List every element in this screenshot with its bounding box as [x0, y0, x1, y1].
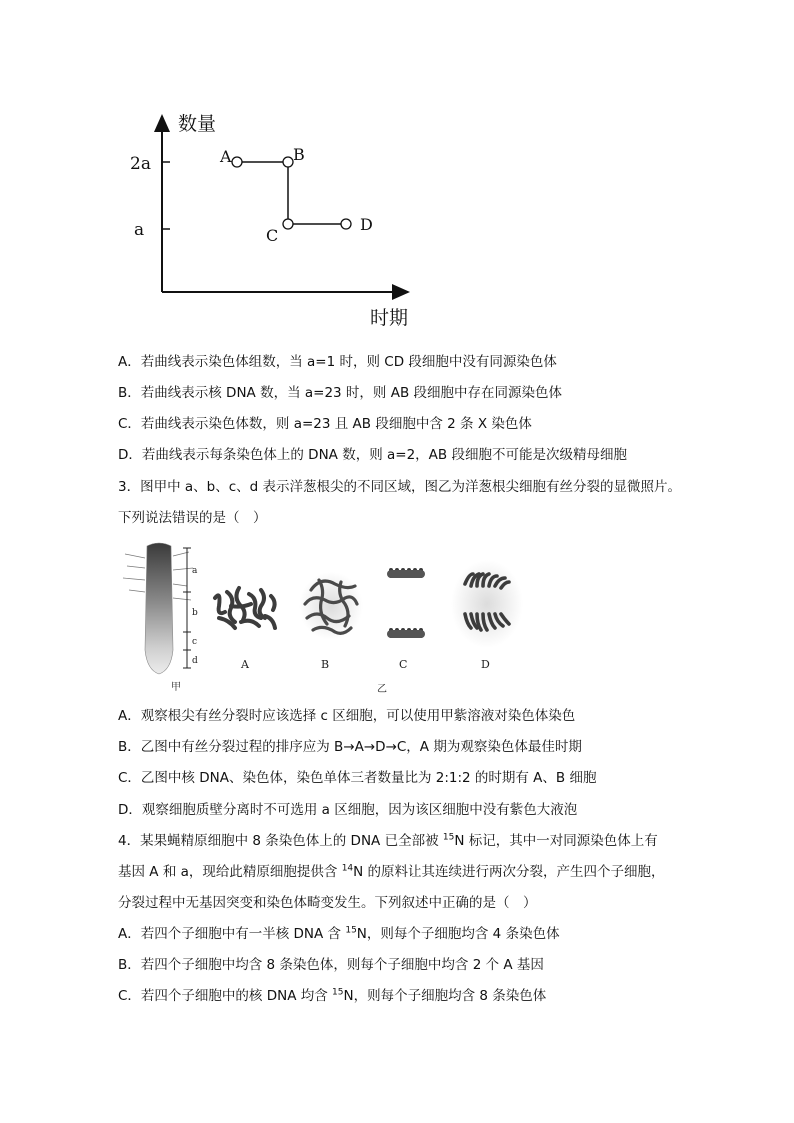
q4-option-c-text-1: C．若四个子细胞中的核 DNA 均含 [118, 988, 333, 1004]
point-label-c: C [266, 226, 279, 245]
zone-label-b: b [192, 608, 198, 618]
panel-label-a: A [241, 658, 249, 671]
cell-c-micrograph [387, 570, 425, 638]
panel-label-d: D [481, 658, 490, 671]
x-axis-label: 时期 [370, 307, 409, 329]
panel-label-b: B [321, 658, 330, 671]
point-label-a: A [220, 147, 232, 166]
q4-option-c [118, 986, 546, 1006]
q3-option-b: B．乙图中有丝分裂过程的排序应为 B→A→D→C，A 期为观察染色体最佳时期 [118, 739, 582, 755]
q4-option-a-text-2: N，则每个子细胞均含 4 条染色体 [356, 926, 560, 942]
q4-stem-text-4: N 的原料让其连续进行两次分裂，产生四个子细胞， [353, 864, 665, 880]
q2-option-b: B．若曲线表示核 DNA 数，当 a=23 时，则 AB 段细胞中存在同源染色体 [118, 385, 562, 401]
q4-stem-text-3: 基因 A 和 a，现给此精原细胞提供含 [118, 864, 342, 880]
zone-label-a: a [192, 566, 198, 576]
q4-option-c-text-2: N，则每个子细胞均含 8 条染色体 [343, 988, 547, 1004]
q4-option-a [118, 924, 560, 944]
q4-option-b: B．若四个子细胞中均含 8 条染色体，则每个子细胞中均含 2 个 A 基因 [118, 957, 544, 973]
q2-option-a: A．若曲线表示染色体组数，当 a=1 时，则 CD 段细胞中没有同源染色体 [118, 354, 557, 370]
quantity-time-graph [120, 100, 420, 330]
q3-figure [115, 540, 535, 700]
point-a [232, 157, 242, 167]
tick-label-2a: 2a [130, 154, 151, 174]
cell-a-micrograph [215, 588, 275, 628]
isotope-15-c: 15 [332, 987, 344, 998]
point-b [283, 157, 293, 167]
q3-option-a: A．观察根尖有丝分裂时应该选择 c 区细胞，可以使用甲紫溶液对染色体染色 [118, 708, 576, 724]
q4-option-a-text-1: A．若四个子细胞中有一半核 DNA 含 [118, 926, 346, 942]
caption-yi: 乙 [377, 684, 387, 695]
point-c [283, 219, 293, 229]
q3-option-c: C．乙图中核 DNA、染色体，染色单体三者数量比为 2:1:2 的时期有 A、B 细胞 [118, 770, 597, 786]
panel-label-c: C [399, 658, 408, 671]
q3-stem-line2: 下列说法错误的是（ ） [118, 510, 267, 526]
isotope-15-a: 15 [345, 925, 357, 936]
zone-label-d: d [192, 656, 198, 666]
q4-stem-text-1: 4．某果蝇精原细胞中 8 条染色体上的 DNA 已全部被 [118, 833, 443, 849]
isotope-14: 14 [341, 863, 354, 874]
q4-stem-line2 [118, 862, 665, 882]
q3-stem-line1: 3．图甲中 a、b、c、d 表示洋葱根尖的不同区域，图乙为洋葱根尖细胞有丝分裂的显微照片。 [118, 479, 682, 495]
q3-option-d: D．观察细胞质壁分离时不可选用 a 区细胞，因为该区细胞中没有紫色大液泡 [118, 802, 578, 818]
point-label-d: D [360, 215, 373, 234]
point-label-b: B [293, 145, 305, 164]
zone-label-c: c [192, 637, 198, 647]
q2-option-c: C．若曲线表示染色体数，则 a=23 且 AB 段细胞中含 2 条 X 染色体 [118, 416, 532, 432]
q4-stem-text-2: N 标记，其中一对同源染色体上有 [454, 833, 658, 849]
q2-option-d: D．若曲线表示每条染色体上的 DNA 数，则 a=2，AB 段细胞不可能是次级精母细胞 [118, 447, 627, 463]
point-d [341, 219, 351, 229]
y-axis-label: 数量 [178, 113, 217, 135]
q4-stem-line1 [118, 831, 658, 851]
isotope-15: 15 [442, 832, 455, 843]
tick-label-a: a [134, 220, 145, 240]
caption-jia: 甲 [171, 682, 181, 693]
cell-d-micrograph [451, 560, 523, 648]
micrograph-svg [115, 540, 535, 700]
root-tip-diagram [123, 543, 198, 674]
cell-b-micrograph [299, 572, 363, 640]
q4-stem-line3: 分裂过程中无基因突变和染色体畸变发生。下列叙述中正确的是（ ） [118, 895, 537, 911]
graph-svg [120, 100, 420, 330]
